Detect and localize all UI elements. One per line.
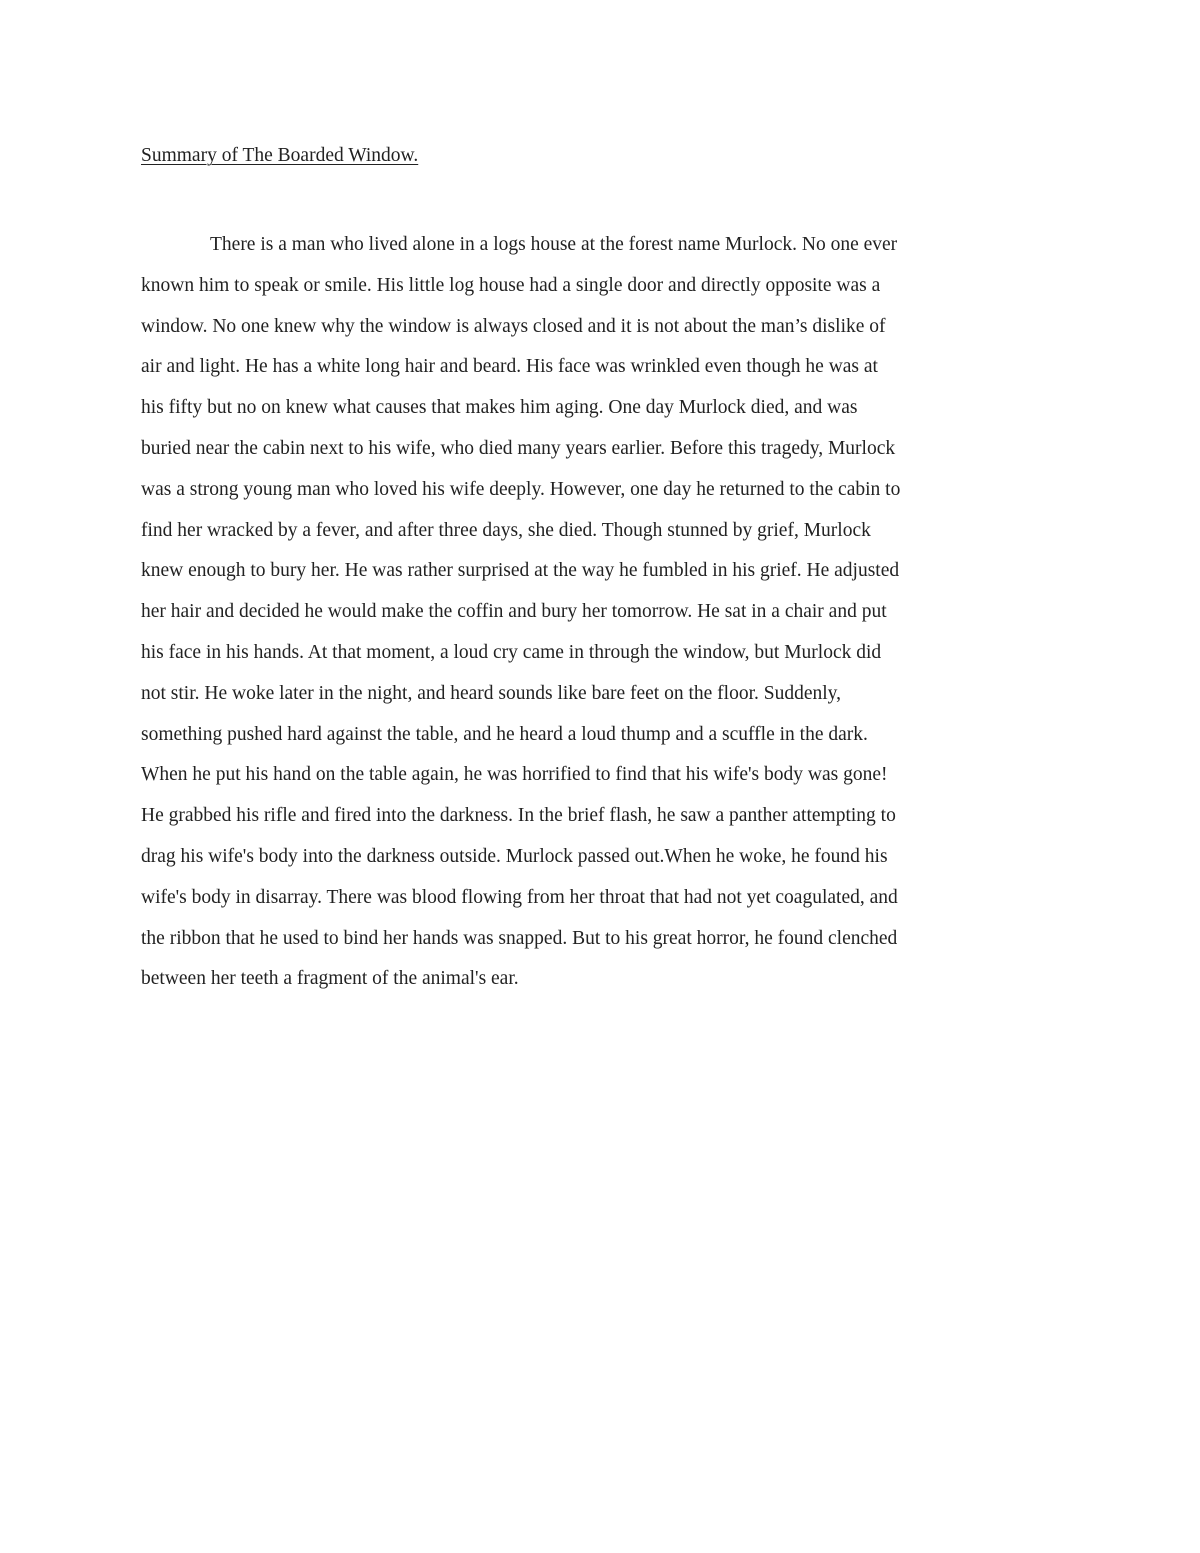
summary-paragraph [141,231,1071,1006]
paragraph-line: her hair and decided he would make the coffin and bury her tomorrow. He sat in a chair and put [141,601,887,623]
paragraph-line: buried near the cabin next to his wife, who died many years earlier. Before this tragedy, Murlock [141,437,896,459]
paragraph-line: his face in his hands. At that moment, a loud cry came in through the window, but Murlock did [141,641,882,663]
paragraph-line: knew enough to bury her. He was rather surprised at the way he fumbled in his grief. He adjusted [141,560,900,582]
paragraph-line: When he put his hand on the table again, he was horrified to find that his wife's body was gone! [141,764,888,786]
paragraph-line: known him to speak or smile. His little log house had a single door and directly opposite was a [141,274,881,296]
paragraph-line: find her wracked by a fever, and after three days, she died. Though stunned by grief, Murlock [141,519,871,541]
paragraph-line: something pushed hard against the table, and he heard a loud thump and a scuffle in the dark. [141,723,868,745]
document-title: Summary of The Boarded Window. [141,145,419,166]
paragraph-line: He grabbed his rifle and fired into the darkness. In the brief flash, he saw a panther attempting to [141,805,896,827]
paragraph-line: between her teeth a fragment of the animal's ear. [141,968,519,990]
paragraph-line: There is a man who lived alone in a logs house at the forest name Murlock. No one ever [210,234,898,255]
paragraph-line: not stir. He woke later in the night, and heard sounds like bare feet on the floor. Suddenly, [141,682,842,704]
paragraph-line: the ribbon that he used to bind her hands was snapped. But to his great horror, he found clenched [141,927,898,949]
paragraph-line: wife's body in disarray. There was blood flowing from her throat that had not yet coagulated, and [141,886,898,908]
paragraph-line: his fifty but no on knew what causes that makes him aging. One day Murlock died, and was [141,397,858,419]
paragraph-line: drag his wife's body into the darkness outside. Murlock passed out.When he woke, he found his [141,845,888,867]
paragraph-line: air and light. He has a white long hair and beard. His face was wrinkled even though he was at [141,356,878,378]
paragraph-line: window. No one knew why the window is always closed and it is not about the man’s dislike of [141,315,886,337]
paragraph-line: was a strong young man who loved his wife deeply. However, one day he returned to the cabin to [141,478,901,500]
